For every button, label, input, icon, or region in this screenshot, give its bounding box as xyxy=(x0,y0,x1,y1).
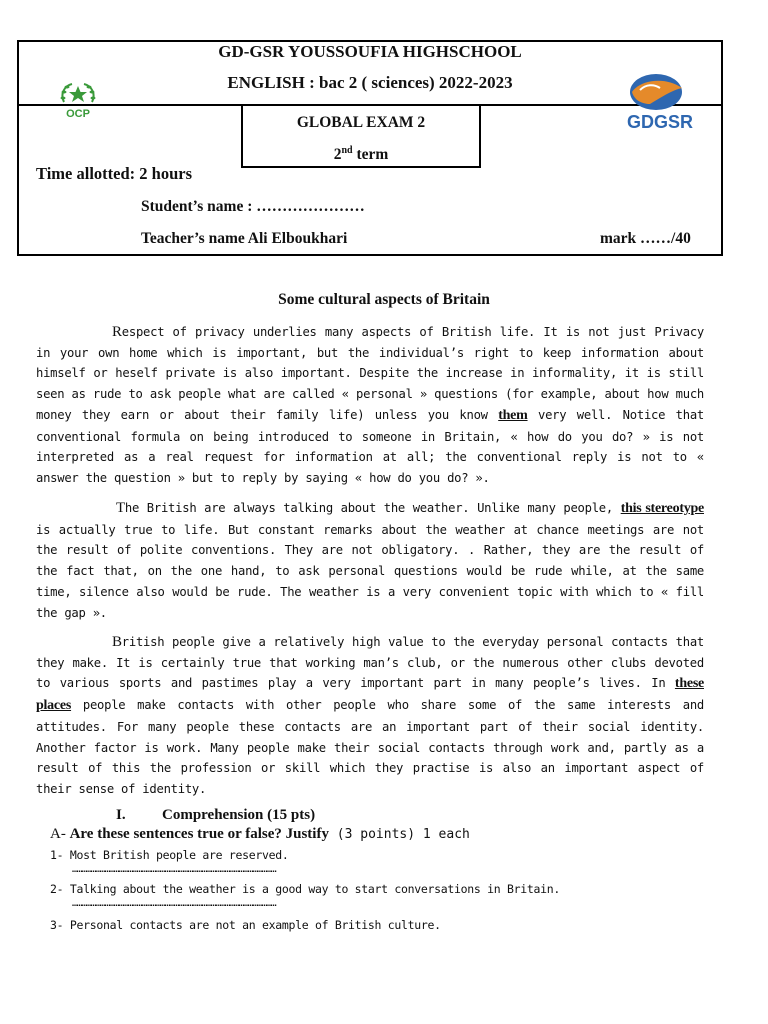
answer-line-1: …………………………………………………………………………………………………………………… xyxy=(72,864,276,875)
time-allotted: Time allotted: 2 hours xyxy=(36,164,192,183)
mark-field: mark ……/40 xyxy=(600,230,691,247)
teacher-name: Teacher’s name Ali Elboukhari xyxy=(141,230,348,247)
answer-line-2: …………………………………………………………………………………………………………………… xyxy=(72,898,276,909)
exam-title: GLOBAL EXAM 2 xyxy=(296,114,426,131)
question-3: 3- Personal contacts are not an example of British culture. xyxy=(50,918,441,932)
paragraph-3: British people give a relatively high value to the everyday personal contacts that they make. It is certainly true that working man’s club, or the numerous other clubs devoted to various sports and pastimes play a very important part in many people’s lives. In these places people make contacts with other people who share some of the same interests and attitudes. For many people these contacts are an important part of their social identity. Another factor is work. Many people make their social contacts through work and, partly as a result of this the profession or skill which they practise is also an important aspect of their sense of identity. xyxy=(36,634,704,796)
ocp-logo xyxy=(54,80,102,120)
course-line: ENGLISH : bac 2 ( sciences) 2022-2023 xyxy=(227,73,513,92)
svg-text:GDGSR: GDGSR xyxy=(626,112,694,132)
question-2: 2- Talking about the weather is a good way to start conversations in Britain. xyxy=(50,882,561,896)
paragraph-2: The British are always talking about the weather. Unlike many people, this stereotype is actually true to life. But constant remarks about the weather at chance meetings are not the result of polite conventions. They are not obligatory. . Rather, they are the result of the fact that, on the one hand, to ask personal questions would be rude while, at the same time, silence also would be rude. The weather is a very convenient topic with which to « fill the gap ». xyxy=(36,500,704,620)
student-name-field: Student’s name : ………………… xyxy=(141,198,365,215)
question-1: 1- Most British people are reserved. xyxy=(50,848,289,862)
school-name: GD-GSR YOUSSOUFIA HIGHSCHOOL xyxy=(218,42,522,61)
term-label: 2nd term xyxy=(333,145,389,164)
article-title: Some cultural aspects of Britain xyxy=(278,291,490,308)
gdgsr-logo xyxy=(610,70,710,134)
part-a-instruction: A- Are these sentences true or false? Justify (3 points) 1 each xyxy=(50,826,470,842)
section-heading: I. Comprehension (15 pts) xyxy=(116,807,316,823)
paragraph-1: Respect of privacy underlies many aspects of British life. It is not just Privacy in your own home which is important, but the individual’s right to keep information about himself or heself private is also important. Despite the increase in informality, it is still seen as rude to ask people what are called « personal » questions (for example, about how much money they earn or about their family life) unless you know them very well. Notice that conventional formula on being introduced to someone in Britain, « how do you do? » is not interpreted as a real request for information at all; the conventional reply is not to « answer the question » but to reply by saying « how do you do? ». xyxy=(36,324,705,485)
svg-text:OCP: OCP xyxy=(66,108,90,120)
